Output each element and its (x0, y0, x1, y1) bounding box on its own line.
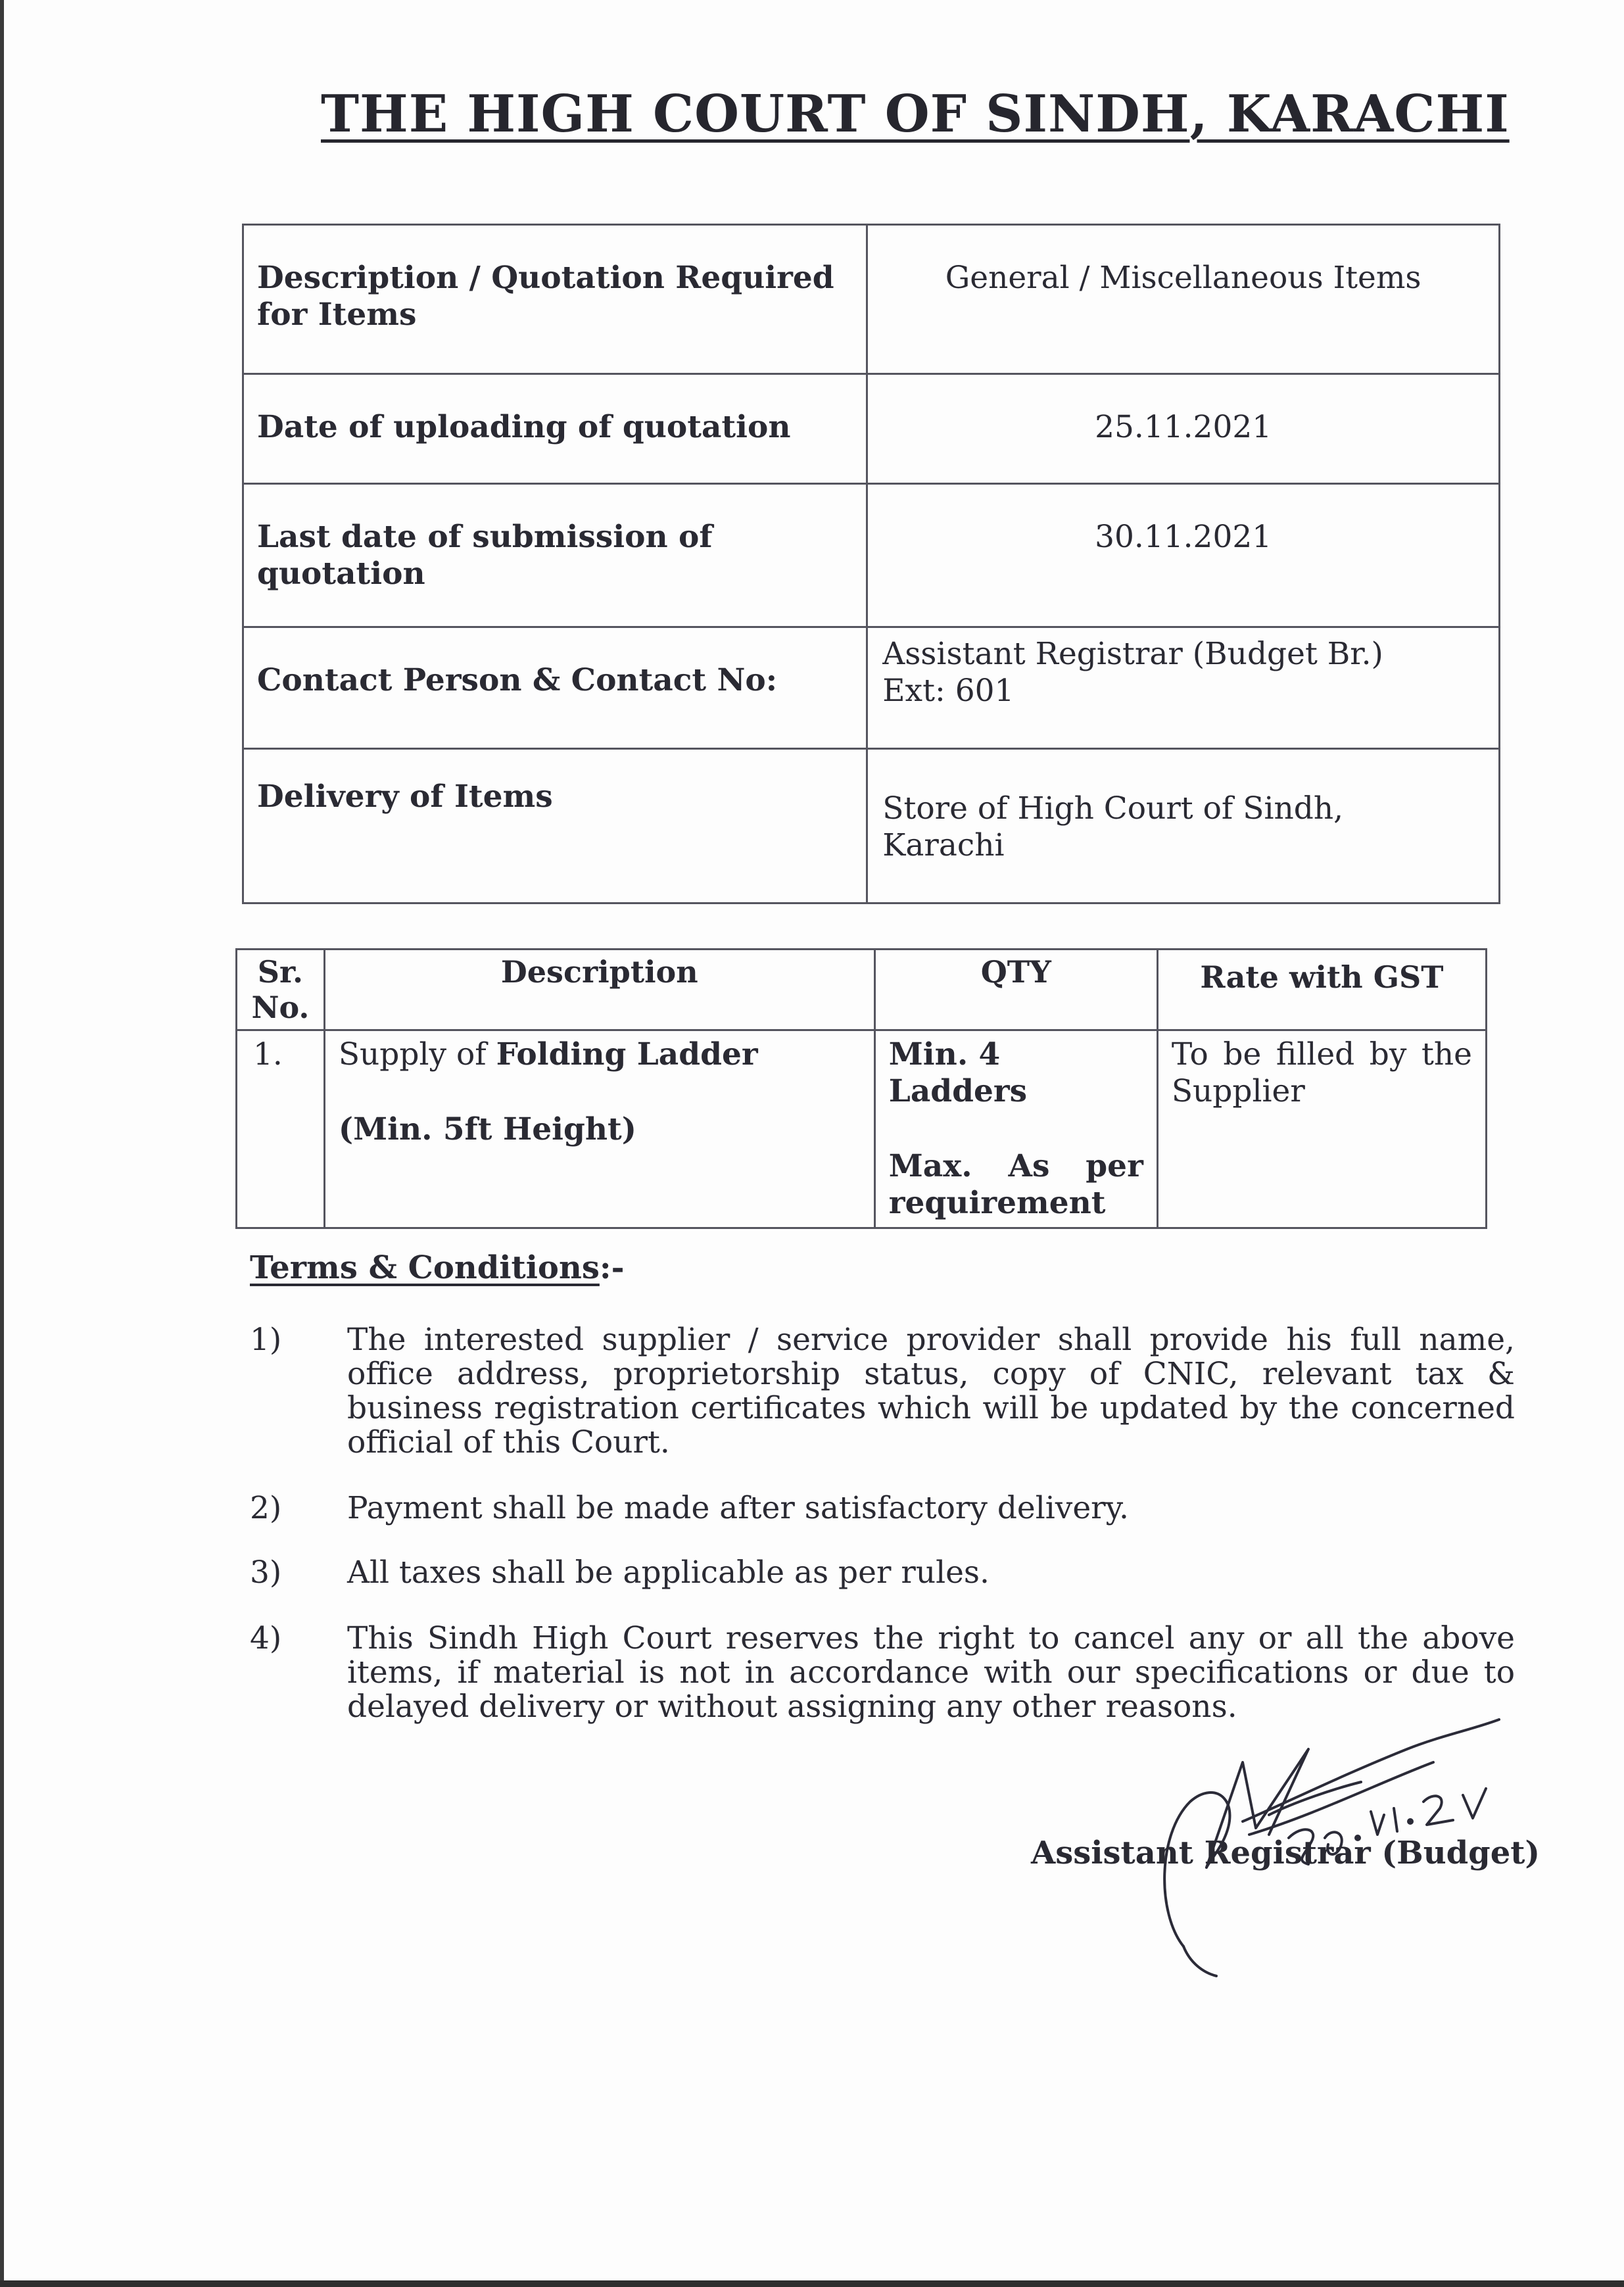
delivery-line-1: Store of High Court of Sindh, (882, 790, 1344, 827)
item-desc-line (339, 1036, 861, 1073)
item-qty-max-line2: requirement (888, 1185, 1106, 1221)
items-table (235, 948, 1487, 1229)
spacer (889, 1110, 1143, 1148)
item-desc-spec: (Min. 5ft Height) (338, 1111, 636, 1147)
term-text: Payment shall be made after satisfactory delivery. (347, 1490, 1129, 1526)
terms-heading (250, 1249, 625, 1286)
contact-person: Assistant Registrar (Budget Br.) (882, 636, 1383, 672)
term-number: 1) (250, 1322, 282, 1358)
spacer (339, 1073, 861, 1111)
quotation-info-table (242, 224, 1500, 904)
item-qty (874, 1030, 1157, 1228)
items-header-row (237, 950, 1487, 1030)
term-text: All taxes shall be applicable as per rules. (347, 1554, 990, 1591)
info-value: 30.11.2021 (867, 484, 1500, 627)
info-row-upload-date (243, 374, 1500, 484)
item-qty-max (889, 1148, 1143, 1185)
info-label: Description / Quotation Required for Items (243, 225, 867, 374)
info-row-contact (243, 627, 1500, 749)
term-number: 2) (250, 1490, 282, 1526)
info-value (867, 749, 1500, 903)
document-title: THE HIGH COURT OF SINDH, KARACHI (321, 84, 1510, 144)
signatory-designation: Assistant Registrar (Budget) (1031, 1835, 1540, 1871)
item-desc-name: Folding Ladder (496, 1036, 758, 1072)
header-sr-no (237, 950, 325, 1030)
terms-heading-suffix: :- (599, 1249, 625, 1286)
term-number: 4) (250, 1620, 282, 1656)
header-description: Description (324, 950, 874, 1030)
header-sr-line1: Sr. (257, 954, 304, 990)
info-label: Last date of submission of quotation (243, 484, 867, 627)
info-row-last-date (243, 484, 1500, 627)
item-qty-max-word: per (1086, 1148, 1143, 1184)
item-rate: To be filled by the Supplier (1157, 1030, 1486, 1228)
info-label: Date of uploading of quotation (243, 374, 867, 484)
info-value: 25.11.2021 (867, 374, 1500, 484)
item-desc-prefix: Supply of (338, 1036, 496, 1072)
term-number: 3) (250, 1554, 282, 1591)
delivery-line-2: Karachi (882, 827, 1005, 863)
header-rate: Rate with GST (1157, 950, 1486, 1030)
info-row-delivery (243, 749, 1500, 903)
info-value: General / Miscellaneous Items (867, 225, 1500, 374)
info-value (867, 627, 1500, 749)
item-qty-max-word: As (1008, 1148, 1050, 1184)
header-qty: QTY (874, 950, 1157, 1030)
term-text: This Sindh High Court reserves the right to cancel any or all the above items, if material is not in accordance with our specifications or due to delayed delivery or without assigning any other reasons. (347, 1620, 1515, 1725)
info-label: Delivery of Items (243, 749, 867, 903)
terms-heading-text: Terms & Conditions (250, 1249, 600, 1286)
contact-number: Ext: 601 (882, 673, 1015, 709)
info-label: Contact Person & Contact No: (243, 627, 867, 749)
item-qty-min: Min. 4 Ladders (888, 1036, 1028, 1109)
scan-edge-left (0, 0, 4, 2287)
info-row-description (243, 225, 1500, 374)
header-sr-line2: No. (251, 990, 310, 1025)
item-sr: 1. (237, 1030, 325, 1228)
term-text: The interested supplier / service provider shall provide his full name, office address, proprietorship status, copy of CNIC, relevant tax & business registration certificates which will be updated by the concerned official of this Court. (347, 1322, 1515, 1460)
item-description (324, 1030, 874, 1228)
item-qty-max-word: Max. (888, 1148, 972, 1184)
table-row (237, 1030, 1487, 1228)
scan-edge-bottom (0, 2280, 1624, 2287)
